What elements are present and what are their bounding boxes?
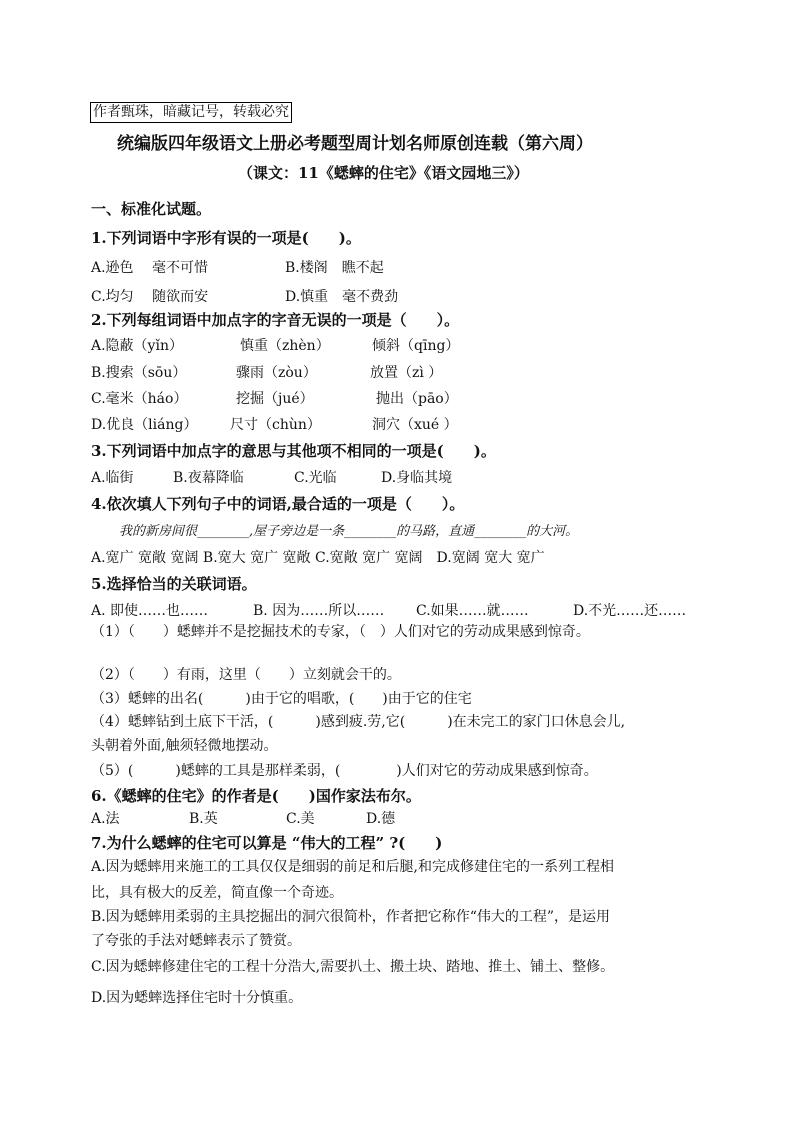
q2-option-b-1: B.搜索（sōu）: [91, 365, 187, 381]
q2-option-c-1: C.毫米（háo）: [91, 391, 188, 407]
question-5-stem: 5.选择恰当的关联词语。: [91, 575, 257, 593]
q3-option-c: C.光临: [294, 470, 337, 486]
q5-sentence-4a: （4）蟋蟀钻到土底下干活，( )感到疲.劳,它( )在未完工的家门口休息会儿,: [91, 714, 626, 730]
q7-option-d: D.因为蟋蟀选择住宅时十分慎重。: [91, 990, 303, 1006]
q5-sentence-1: （1）（ ）蟋蟀并不是挖掘技术的专家，（ ）人们对它的劳动成果感到惊奇。: [91, 624, 590, 640]
q7-option-b-line1: B.因为蟋蟀用柔弱的主具挖掘出的洞穴很简朴，作者把它称作“伟大的工程”，是运用: [91, 909, 611, 925]
q6-option-a: A.法: [91, 811, 120, 827]
q2-option-d-3: 洞穴（xué ）: [372, 417, 458, 433]
question-7-stem: 7.为什么蟋蟀的住宅可以算是 “伟大的工程” ?( ): [91, 834, 443, 852]
q2-option-c-2: 挖掘（jué）: [236, 391, 314, 407]
q5-option-c: C.如果……就……: [416, 603, 529, 619]
q5-sentence-4b: 头朝着外面,触须轻微地摆动。: [91, 738, 278, 754]
q5-option-d: D.不光……还……: [573, 603, 687, 619]
q2-option-d-2: 尺寸（chùn）: [230, 417, 321, 433]
q5-sentence-3: （3）蟋蟀的出名( )由于它的唱歌，( )由于它的住宅: [91, 691, 472, 707]
question-3-stem: 3.下列词语中加点字的意思与其他项不相同的一项是( )。: [91, 442, 496, 460]
q5-option-b: B. 因为……所以……: [253, 603, 385, 619]
q5-option-a: A. 即使……也……: [91, 603, 209, 619]
q7-option-b-line2: 了夸张的手法对蟋蟀表示了赞赏。: [91, 933, 301, 949]
q5-sentence-2: （2）（ ）有雨，这里（ ）立刻就会干的。: [91, 667, 401, 683]
q2-option-a-2: 慎重（zhèn）: [240, 338, 330, 354]
q6-option-d: D.德: [366, 811, 396, 827]
page-title: 统编版四年级语文上册必考题型周计划名师原创连载（第六周）: [117, 134, 593, 154]
q7-option-a-line1: A.因为蟋蟀用来施工的工具仅仅是细弱的前足和后腿,和完成修建住宅的一系列工程相: [91, 859, 615, 875]
q4-sentence: 我的新房间很________,屋子旁边是一条________的马路，直通________的大河。: [119, 524, 579, 539]
q4-options: A.宽广 宽敞 宽阔 B.宽大 宽广 宽敞 C.宽敞 宽广 宽阔 D.宽阔 宽大 宽广: [91, 550, 545, 566]
question-1-stem: 1.下列词语中字形有误的一项是( )。: [91, 229, 361, 247]
q3-option-b: B.夜幕降临: [173, 470, 244, 486]
q5-sentence-5: （5）( )蟋蟀的工具是那样柔弱，( )人们对它的劳动成果感到惊奇。: [91, 763, 598, 779]
q2-option-b-3: 放置（zì ）: [370, 365, 443, 381]
q3-option-d: D.身临其境: [381, 470, 453, 486]
section-heading: 一、标准化试题。: [91, 200, 212, 218]
q1-option-d: D.慎重 毫不费劲: [285, 289, 399, 305]
q6-option-c: C.美: [286, 811, 315, 827]
q3-option-a: A.临街: [91, 470, 134, 486]
q2-option-a-1: A.隐蔽（yǐn）: [91, 338, 183, 354]
q7-option-c: C.因为蟋蟀修建住宅的工程十分浩大,需要扒土、搬土块、踏地、推土、铺土、整修。: [91, 959, 615, 975]
copyright-stamp: 作者甄珠，暗藏记号，转载必究: [90, 102, 292, 123]
q2-option-c-3: 抛出（pāo）: [376, 391, 458, 407]
question-6-stem: 6.《蟋蟀的住宅》的作者是( )国作家法布尔。: [91, 787, 421, 805]
q1-option-a: A.逊色 毫不可惜: [91, 260, 209, 276]
page-subtitle: （课文：11《蟋蟀的住宅》《语文园地三》）: [238, 164, 529, 182]
q7-option-a-line2: 比，具有极大的反差，简直像一个奇迹。: [91, 885, 343, 901]
q2-option-d-1: D.优良（liáng）: [91, 417, 198, 433]
q2-option-a-3: 倾斜（qīng）: [372, 338, 460, 354]
q2-option-b-2: 骤雨（zòu）: [236, 365, 317, 381]
q1-option-c: C.均匀 随欲而安: [91, 289, 209, 305]
question-4-stem: 4.依次填人下列句子中的词语,最合适的一项是（ ）。: [91, 495, 465, 513]
question-2-stem: 2.下列每组词语中加点字的字音无误的一项是（ ）。: [91, 311, 460, 329]
q6-option-b: B.英: [189, 811, 218, 827]
q1-option-b: B.楼阁 瞧不起: [285, 260, 384, 276]
